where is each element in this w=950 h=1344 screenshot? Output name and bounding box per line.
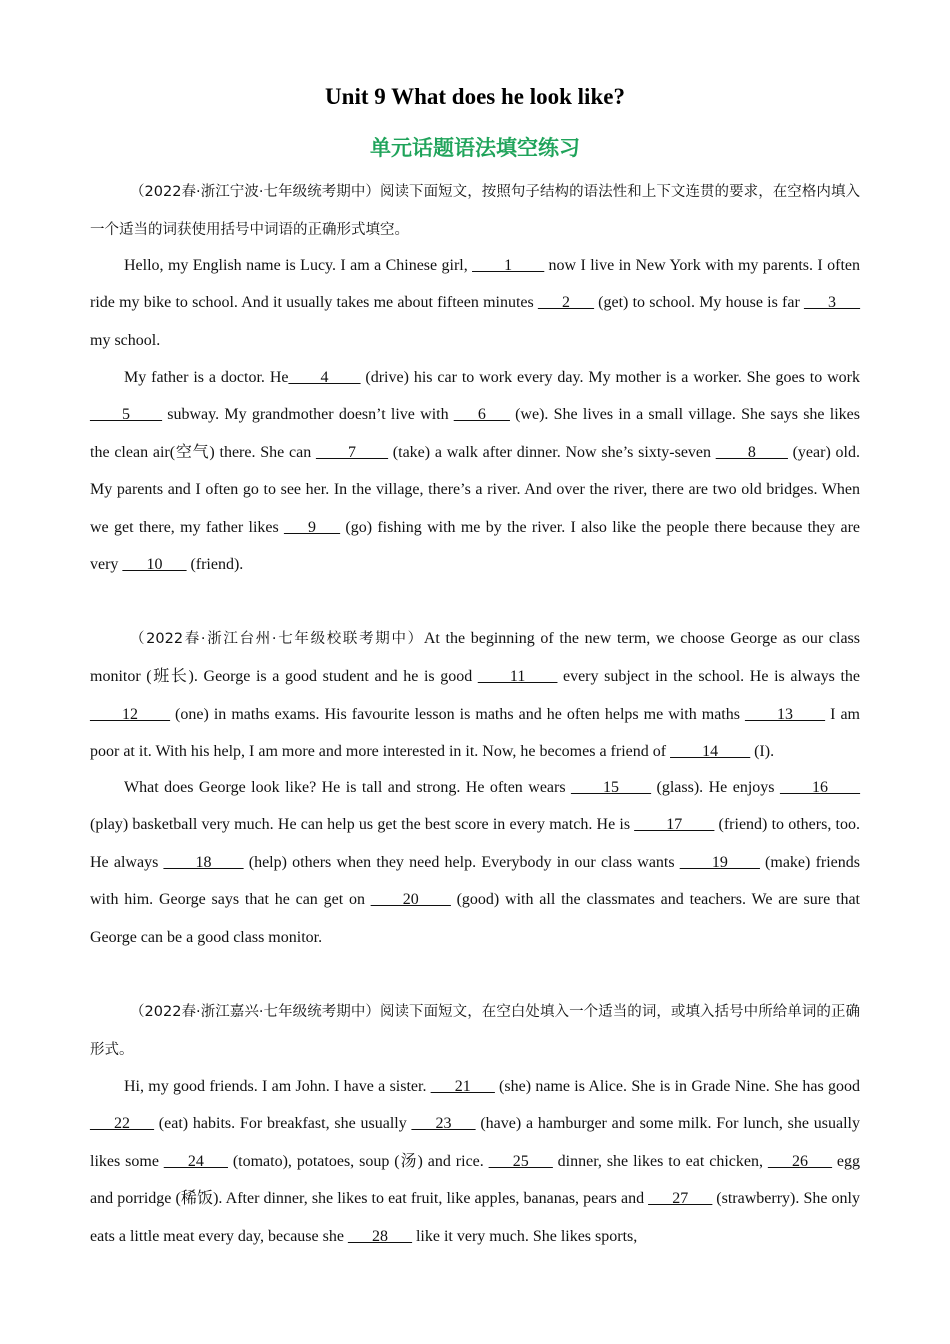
answer-blank[interactable]: ___22___ [90,1115,154,1133]
passage-text: (eat) habits. For breakfast, she usually [154,1115,412,1133]
passage-text: dinner, she likes to eat chicken, [552,1152,768,1170]
answer-blank[interactable]: ____17____ [634,816,715,834]
passage-text: now I live in New York with my parents. I often ride my bike to school. And it usually takes me about fifteen minutes [90,257,861,312]
passage-text: (help) others when they need help. Everybody in our class wants [243,853,680,871]
answer-blank[interactable]: ____4____ [288,369,361,386]
answer-blank[interactable]: ____12____ [90,705,170,723]
passage-text: (one) in maths exams. His favourite lesson is maths and he often helps me with maths [170,705,746,723]
page-title: Unit 9 What does he look like? [325,84,625,109]
passage2-text [90,630,860,760]
passage-text: subway. My grandmother doesn’t live with [162,406,454,424]
answer-blank[interactable]: ____7____ [316,443,389,461]
passage-text: (year) old. My parents and I often go to see her. In the village, there’s a river. And over the river, there are two old bridges. When we get there, my father likes [90,443,860,536]
answer-blank[interactable]: ____14____ [670,743,751,761]
passage-text: What does George look like? He is tall and strong. He often wears [124,779,572,796]
answer-blank[interactable]: ___23___ [411,1115,476,1133]
passage-text: At the beginning of the new term, we choose George as our class monitor (班长). George is a good student and he is good [90,630,860,686]
answer-blank[interactable]: ____15____ [571,779,652,796]
answer-blank[interactable]: ___21___ [430,1078,495,1095]
answer-blank[interactable]: ____11____ [477,668,558,686]
answer-blank[interactable]: ____13____ [745,705,826,723]
answer-blank[interactable]: ___24___ [163,1152,228,1170]
passage-text: (we). She lives in a small village. She says she likes the clean air(空气) there. She can [90,406,860,461]
answer-blank[interactable]: ___25___ [488,1152,553,1170]
answer-blank[interactable]: ___28___ [347,1227,412,1245]
passage-text: (take) a walk after dinner. Now she’s sixty-seven [388,443,716,461]
passage-text: Hello, my English name is Lucy. I am a Chinese girl, [124,257,473,274]
passage1-paragraph-2 [90,359,860,583]
answer-blank[interactable]: ____5____ [90,406,162,424]
answer-blank[interactable]: ___27___ [648,1190,713,1208]
answer-blank[interactable]: ____20____ [370,891,451,909]
passage-text: (strawberry). She only eats a little meat every day, because she [90,1190,860,1245]
passage-text: I am poor at it. With his help, I am more and more interested in it. Now, he becomes a friend of [90,705,860,761]
answer-blank[interactable]: ____19____ [679,853,760,871]
passage-text: (make) friends with him. George says that he can get on [90,853,860,909]
answer-blank[interactable]: ____8____ [715,443,788,461]
passage-text: (have) a hamburger and some milk. For lunch, she usually likes some [90,1115,860,1170]
passage-text: (friend). [186,556,244,574]
passage-text: (tomato), potatoes, soup (汤) and rice. [227,1152,489,1170]
passage-text: (I). [750,743,775,761]
passage-text: (good) with all the classmates and teachers. We are sure that George can be a good class monitor. [90,891,861,946]
passage2-paragraph-1 [90,620,860,771]
passage-text: (play) basketball very much. He can help us get the best score in every match. He is [90,816,635,834]
answer-blank[interactable]: ___2___ [537,294,594,312]
passage-text: (friend) to others, too. He always [90,816,860,871]
passage2-source: （2022春·浙江台州·七年级校联考期中） [130,631,424,647]
passage1-paragraph-1 [90,247,860,359]
passage2-paragraph-2 [90,769,860,956]
passage-text: egg and porridge (稀饭). After dinner, she likes to eat fruit, like apples, bananas, pears and [90,1152,860,1208]
passage-text: (go) fishing with me by the river. I also like the people there because they are very [90,518,861,574]
passage-text: (drive) his car to work every day. My mother is a worker. She goes to work [360,369,861,386]
answer-blank[interactable]: ___6___ [453,406,510,424]
answer-blank[interactable]: ___3___ [804,294,861,312]
passage-text: My father is a doctor. He [124,369,289,386]
passage-text: (get) to school. My house is far [593,294,805,312]
answer-blank[interactable]: ___9___ [284,518,341,536]
answer-blank[interactable]: ____18____ [163,853,244,871]
answer-blank[interactable]: ____16____ [780,779,860,796]
passage3-source: （2022春·浙江嘉兴·七年级统考期中）阅读下面短文，在空白处填入一个适当的词，或填入括号中所给单词的正确形式。 [90,1004,860,1058]
answer-blank[interactable]: ___26___ [767,1152,832,1170]
answer-blank[interactable]: ___10___ [122,556,187,574]
passage-text: (glass). He enjoys [651,779,780,796]
passage-text: Hi, my good friends. I am John. I have a sister. [124,1078,431,1095]
passage-text: every subject in the school. He is always the [557,668,860,686]
passage-text: like it very much. She likes sports, [411,1227,638,1245]
answer-blank[interactable]: ____1____ [472,257,545,274]
passage3-paragraph-1 [90,1068,860,1255]
passage-text: (she) name is Alice. She is in Grade Nine. She has good [494,1078,861,1095]
passage-text: my school. [90,331,161,349]
passage1-source: （2022春·浙江宁波·七年级统考期中）阅读下面短文，按照句子结构的语法性和上下文连贯的要求，在空格内填入一个适当的词获使用括号中词语的正确形式填空。 [90,184,860,238]
page-subtitle: 单元话题语法填空练习 [370,136,580,160]
